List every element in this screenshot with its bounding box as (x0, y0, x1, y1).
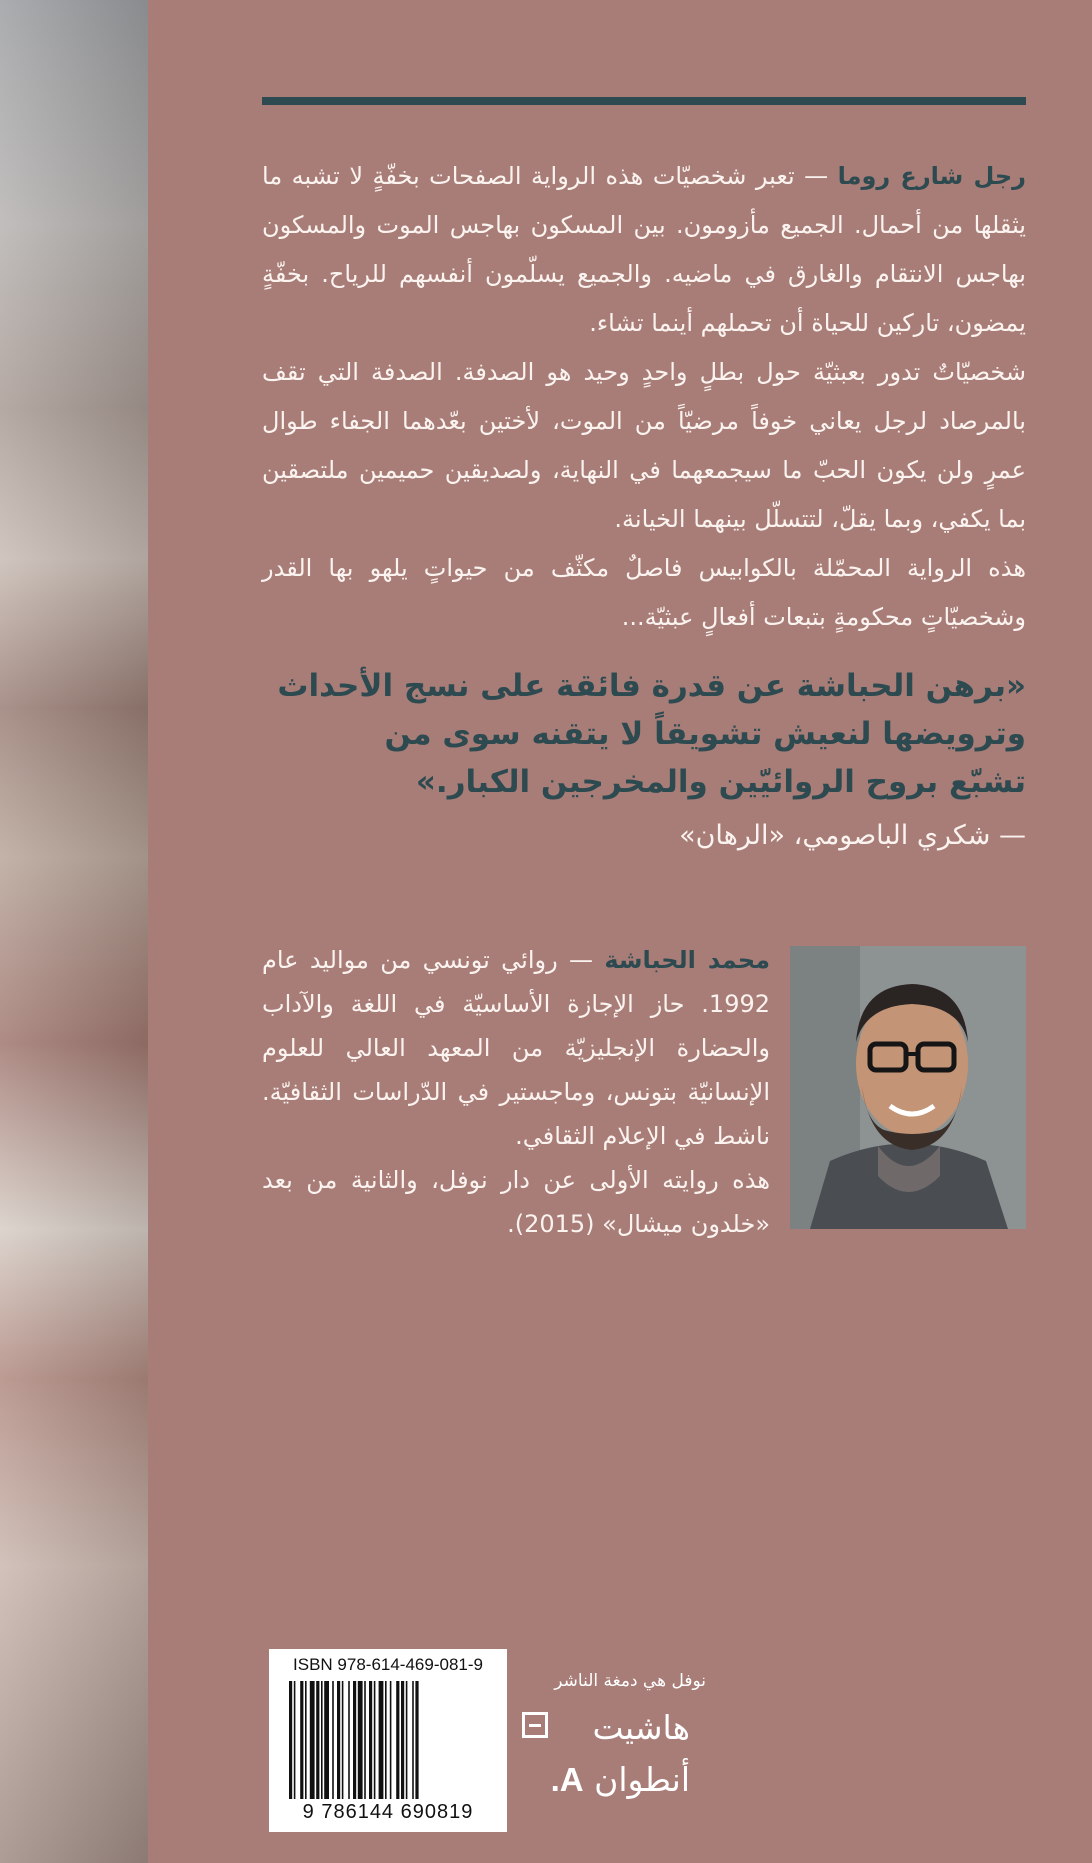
publisher-name-line-1: هاشيت (592, 1708, 690, 1747)
barcode-digits: 9 786144 690819 (302, 1801, 474, 1823)
author-photo (790, 946, 1026, 1229)
quote-attribution: — شكري الباصومي، «الرهان» (679, 820, 1026, 851)
front-cover-edge-image (0, 0, 148, 1863)
isbn-number: ISBN 978-614-469-081-9 (293, 1655, 483, 1674)
publisher-name-text: أنطوان (594, 1760, 690, 1799)
author-bio (262, 938, 770, 1246)
book-blurb (262, 152, 1026, 642)
bio-paragraph-2: هذه روايته الأولى عن دار نوفل، والثانية من بعد «خلدون ميشال» (2015). (262, 1166, 770, 1238)
blurb-paragraph-1 (262, 152, 1026, 348)
barcode-bars (289, 1681, 487, 1799)
book-title: رجل شارع روما (837, 162, 1027, 190)
publisher-logo-icon (522, 1712, 548, 1738)
bio-text-1: — روائي تونسي من مواليد عام 1992. حاز الإجازة الأساسيّة في اللغة والآداب والحضارة الإنجليزيّة من المعهد العالي للعلوم الإنسانيّة بتونس، وماجستير في الدّراسات الثقافيّة. ناشط في الإعلام الثقافي. (262, 946, 770, 1150)
review-quote (262, 662, 1026, 806)
top-divider (262, 97, 1026, 105)
author-name: محمد الحباشة (604, 946, 771, 974)
blurb-paragraph-2: شخصيّاتٌ تدور بعبثيّة حول بطلٍ واحدٍ وحيد هو الصدفة. الصدفة التي تقف بالمرصاد لرجل يعاني خوفاً مرضيّاً من الموت، لأختين بعّدهما الجفاء طوال عمرٍ ولن يكون الحبّ ما سيجمعهما في النهاية، ولصديقين حميمين ملتصقين بما يكفي، وبما يقلّ، لتتسلّل بينهما الخيانة. (262, 358, 1026, 533)
blurb-paragraph-3: هذه الرواية المحمّلة بالكوابيس فاصلٌ مكثّف من حيواتٍ يلهو بها القدر وشخصيّاتٍ محكومةٍ بتبعات أفعالٍ عبثيّة... (262, 554, 1026, 631)
isbn-barcode (269, 1649, 507, 1832)
quote-line-3: تشبّع بروح الروائيّين والمخرجين الكبار.» (415, 764, 1026, 800)
publisher-tagline: نوفل هي دمغة الناشر (554, 1671, 706, 1691)
publisher-name-line-2 (510, 1758, 690, 1802)
bio-paragraph-1 (262, 938, 770, 1158)
quote-line-1: «برهن الحباشة عن قدرة فائقة على نسج الأحداث (277, 668, 1026, 704)
publisher-mark: A. (550, 1761, 584, 1798)
blurb-text-1: — تعبر شخصيّات هذه الرواية الصفحات بخفّةٍ لا تشبه ما يثقلها من أحمال. الجميع مأزومون. بين المسكون بهاجس الموت والمسكون بهاجس الانتقام والغارق في ماضيه. والجميع يسلّمون أنفسهم للرياح. بخفّةٍ يمضون، تاركين للحياة أن تحملهم أينما تشاء. (262, 162, 1026, 337)
quote-line-2: وترويضها لنعيش تشويقاً لا يتقنه سوى من (384, 716, 1026, 752)
